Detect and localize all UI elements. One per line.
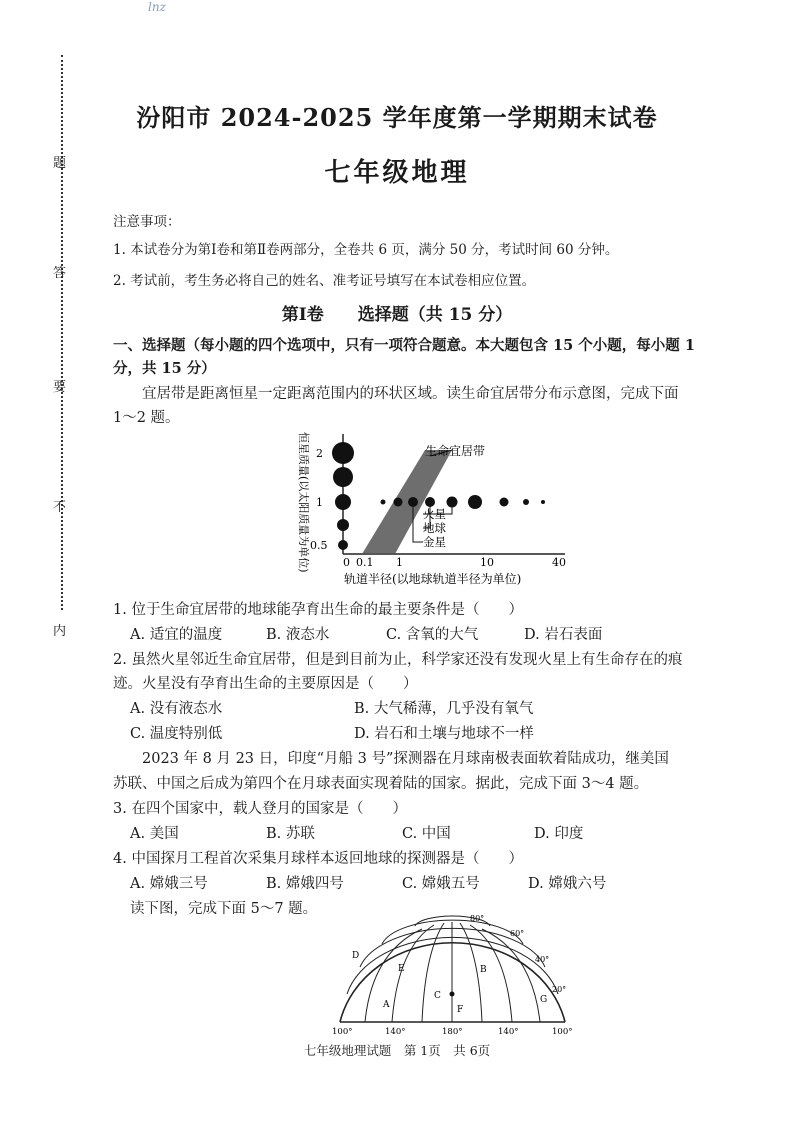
note-item-2: 2. 考试前，考生务必将自己的姓名、准考证号填写在本试卷相应位置。	[113, 273, 536, 289]
note-item-1: 1. 本试卷分为第Ⅰ卷和第Ⅱ卷两部分，全卷共 6 页，满分 50 分，考试时间 60 分钟。	[113, 242, 619, 258]
point-label: F	[457, 1005, 464, 1015]
part-one-line-2: 分，共 15 分）	[113, 360, 216, 377]
q1-option-a[interactable]: A. 适宜的温度	[130, 627, 223, 643]
q1-option-d[interactable]: D. 岩石表面	[524, 627, 603, 643]
x-tick: 1	[396, 556, 403, 569]
part-one-line-1: 一、选择题（每小题的四个选项中，只有一项符合题意。本大题包含 15 个小题，每小题 1	[113, 337, 695, 354]
moon-intro-line-2: 苏联、中国之后成为第四个在月球表面实现着陆的国家。据此，完成下面 3～4 题。	[113, 776, 649, 792]
point-label: C	[434, 991, 441, 1001]
lon-label: 140°	[498, 1027, 519, 1037]
point-label: E	[398, 964, 405, 974]
q3-option-d[interactable]: D. 印度	[534, 826, 584, 842]
q2-option-d[interactable]: D. 岩石和土壤与地球不一样	[354, 726, 534, 742]
subject-title: 七年级地理	[324, 158, 470, 188]
corner-mark: lnz	[148, 0, 166, 14]
lon-label: 100°	[332, 1027, 353, 1037]
seal-char-4: 不	[53, 500, 67, 515]
binding-line	[61, 55, 63, 610]
lat-label: 20°	[552, 985, 567, 994]
q4-option-a[interactable]: A. 嫦娥三号	[130, 876, 208, 892]
lon-label: 140°	[385, 1027, 406, 1037]
label-mars: 火星	[423, 507, 446, 521]
habitable-zone-chart	[280, 424, 580, 590]
q4-option-b[interactable]: B. 嫦娥四号	[266, 876, 344, 892]
band-label: 生命宜居带	[425, 444, 486, 458]
point-c	[450, 992, 455, 997]
q3-option-b[interactable]: B. 苏联	[266, 826, 315, 842]
habitable-intro-line-1: 宜居带是距离恒星一定距离范围内的环状区域。读生命宜居带分布示意图，完成下面	[142, 386, 679, 402]
lon-label: 180°	[442, 1027, 463, 1037]
planet-dot	[500, 498, 509, 507]
lon-label: 100°	[552, 1027, 573, 1037]
page-footer: 七年级地理试题 第 1页 共 6页	[303, 1043, 491, 1058]
moon-intro-line-1: 2023 年 8 月 23 日，印度“月船 3 号”探测器在月球南极表面软着陆成功，继美国	[142, 751, 669, 767]
seal-char-2: 答	[53, 266, 67, 281]
star-dot	[332, 442, 354, 464]
planet-dot	[468, 495, 482, 509]
q1-option-c[interactable]: C. 含氧的大气	[386, 627, 479, 643]
q3-option-a[interactable]: A. 美国	[130, 826, 179, 842]
q3-option-c[interactable]: C. 中国	[402, 826, 451, 842]
x-tick: 0.1	[356, 556, 374, 569]
question-4: 4. 中国探月工程首次采集月球样本返回地球的探测器是（ ）	[113, 851, 523, 867]
question-2-line-1: 2. 虽然火星邻近生命宜居带，但是到目前为止，科学家还没有发现火星上有生命存在的痕	[113, 652, 683, 668]
q2-option-c[interactable]: C. 温度特别低	[130, 726, 223, 742]
label-earth: 地球	[423, 521, 446, 535]
question-1: 1. 位于生命宜居带的地球能孕育出生命的最主要条件是（ ）	[113, 602, 523, 618]
exam-title: 汾阳市 2024-2025 学年度第一学期期末试卷	[136, 103, 658, 132]
point-label: G	[540, 995, 548, 1005]
q4-option-d[interactable]: D. 嫦娥六号	[528, 876, 607, 892]
y-axis-label: 恒星质量(以太阳质量为单位)	[297, 432, 310, 573]
label-venus: 金星	[423, 535, 446, 549]
x-axis-label: 轨道半径(以地球轨道半径为单位)	[344, 572, 522, 586]
lat-label: 60°	[510, 929, 525, 938]
x-tick: 0	[343, 556, 350, 569]
x-tick: 40	[552, 556, 566, 569]
q2-option-b[interactable]: B. 大气稀薄，几乎没有氧气	[354, 701, 534, 717]
point-label: B	[480, 965, 487, 975]
point-label: D	[352, 951, 360, 961]
section-title: 第Ⅰ卷 选择题（共 15 分）	[281, 305, 513, 325]
planet-dot	[381, 500, 386, 505]
question-3: 3. 在四个国家中，载人登月的国家是（ ）	[113, 801, 407, 817]
notes-heading: 注意事项：	[113, 214, 181, 230]
graticule-map	[330, 912, 580, 1042]
map-intro: 读下图，完成下面 5～7 题。	[130, 901, 318, 917]
q1-option-b[interactable]: B. 液态水	[266, 627, 330, 643]
question-2-line-2: 迹。火星没有孕育出生命的主要原因是（ ）	[113, 676, 418, 692]
q2-option-a[interactable]: A. 没有液态水	[130, 701, 223, 717]
seal-char-1: 题	[53, 156, 67, 171]
y-tick: 1	[316, 496, 323, 509]
x-tick: 10	[480, 556, 494, 569]
point-label: A	[383, 1000, 390, 1010]
lat-label: 80°	[470, 914, 485, 923]
seal-char-5: 内	[53, 624, 67, 639]
y-tick: 0.5	[310, 539, 328, 552]
planet-dot	[394, 498, 403, 507]
q4-option-c[interactable]: C. 嫦娥五号	[402, 876, 480, 892]
planet-dot	[523, 499, 529, 505]
star-dot	[338, 540, 348, 550]
y-tick: 2	[316, 447, 323, 460]
star-dot	[337, 519, 349, 531]
star-dot	[333, 467, 353, 487]
seal-char-3: 要	[53, 380, 67, 395]
habitable-intro-line-2: 1～2 题。	[113, 410, 180, 426]
lat-label: 40°	[535, 955, 550, 964]
planet-dot	[541, 500, 545, 504]
star-dot	[335, 494, 351, 510]
